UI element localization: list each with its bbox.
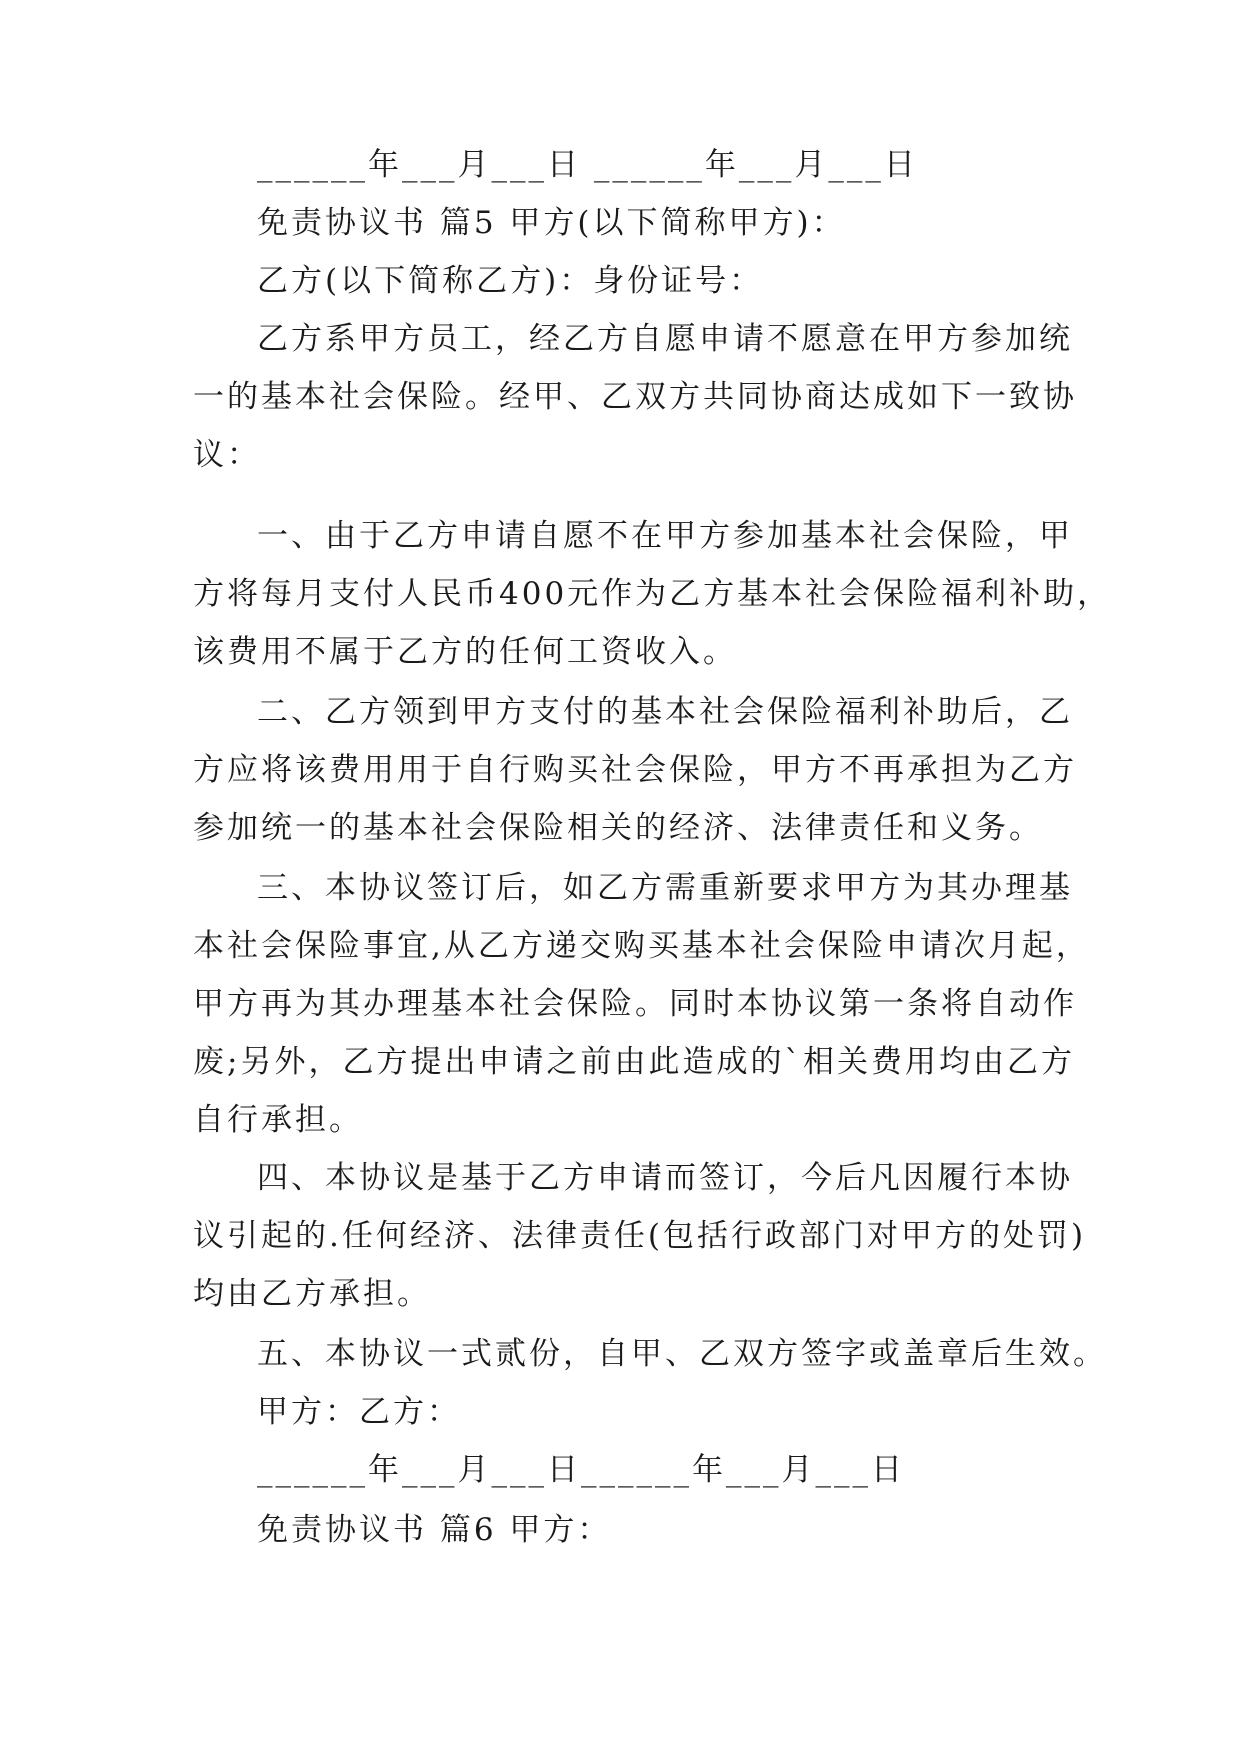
section-heading-5: 免责协议书 篇5 甲方(以下简称甲方)： (257, 205, 846, 241)
clause-3-line: 自行承担。 (193, 1102, 363, 1138)
clause-3-line: 本社会保险事宜,从乙方递交购买基本社会保险申请次月起， (193, 928, 1090, 964)
paragraph-line: 议： (193, 437, 261, 473)
clause-1-line: 该费用不属于乙方的任何工资收入。 (193, 634, 737, 670)
clause-3-line: 废;另外，乙方提出申请之前由此造成的`相关费用均由乙方 (193, 1044, 1075, 1080)
section-heading-6: 免责协议书 篇6 甲方： (257, 1512, 612, 1548)
clause-3-line: 三、本协议签订后，如乙方需重新要求甲方为其办理基 (257, 870, 1073, 906)
clause-4-line: 均由乙方承担。 (193, 1276, 431, 1312)
paragraph-line: 一的基本社会保险。经甲、乙双方共同协商达成如下一致协 (193, 379, 1077, 415)
clause-4-line: 四、本协议是基于乙方申请而签订，今后凡因履行本协 (257, 1160, 1073, 1196)
paragraph-line: 乙方系甲方员工，经乙方自愿申请不愿意在甲方参加统 (257, 321, 1073, 357)
party-b-line: 乙方(以下简称乙方)：身份证号： (257, 263, 764, 299)
clause-5-line: 五、本协议一式贰份，自甲、乙双方签字或盖章后生效。 (257, 1336, 1107, 1372)
clause-2-line: 参加统一的基本社会保险相关的经济、法律责任和义务。 (193, 810, 1043, 846)
clause-1-line: 一、由于乙方申请自愿不在甲方参加基本社会保险，甲 (257, 518, 1073, 554)
clause-2-line: 方应将该费用用于自行购买社会保险，甲方不再承担为乙方 (193, 752, 1077, 788)
signature-line: 甲方：乙方： (257, 1394, 461, 1430)
date-line-top: ______年___月___日 ______年___月___日 (257, 147, 918, 183)
date-line-bottom: ______年___月___日______年___月___日 (257, 1452, 905, 1488)
clause-2-line: 二、乙方领到甲方支付的基本社会保险福利补助后，乙 (257, 694, 1073, 730)
clause-1-line: 方将每月支付人民币400元作为乙方基本社会保险福利补助， (193, 576, 1112, 612)
clause-4-line: 议引起的.任何经济、法律责任(包括行政部门对甲方的处罚) (193, 1218, 1087, 1254)
clause-3-line: 甲方再为其办理基本社会保险。同时本协议第一条将自动作 (193, 986, 1077, 1022)
